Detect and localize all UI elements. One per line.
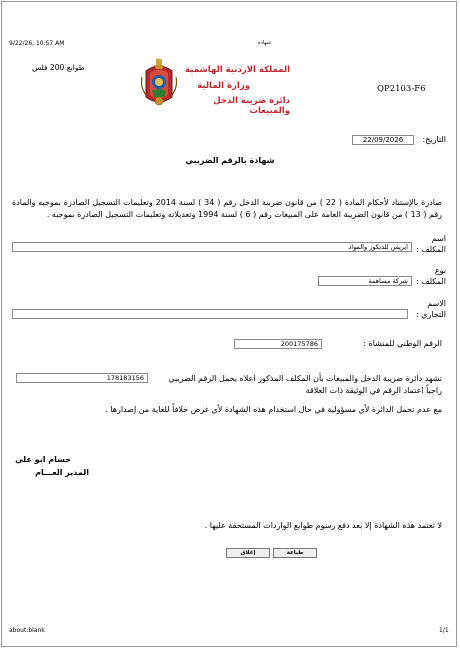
trade-name-field[interactable]	[12, 309, 408, 319]
date-field[interactable]: 22/09/2026	[352, 135, 414, 145]
org-line-2: وزارة المالية	[197, 81, 250, 91]
signatory-position: المدير العـــام	[35, 468, 89, 477]
print-footer-url: about:blank	[9, 627, 45, 634]
taxpayer-type-field[interactable]: شركة مساهمة	[318, 276, 412, 286]
stamp-fee-note: لا تعتمد هذه الشهادة إلا بعد دفع رسوم طوابع الواردات المستحقة عليها .	[204, 521, 442, 530]
stamp-duty-text: طوابع 200 فلس	[32, 63, 85, 72]
print-tab-title: شهادة	[258, 40, 271, 46]
disclaimer-text: مع عدم تحمل الدائرة لأي مسؤولية في حال استخدام هذه الشهادة لأي غرض خلافاً للغاية من إصدارها .	[105, 405, 442, 414]
date-label: التاريخ:	[422, 135, 446, 144]
print-timestamp: 9/22/26, 10:57 AM	[9, 40, 65, 47]
trade-name-label: الاسم التجاري :	[415, 299, 446, 319]
national-number-field[interactable]: 200175786	[234, 339, 322, 349]
intro-paragraph: صادرة بالإستناد لأحكام المادة ( 22 ) من قانون ضريبة الدخل رقم ( 34 ) لسنة 2014 وتعليمات التسجيل الصادرة بموجبه والمادة رقم ( 13 ) من قانون الضريبة العامة على المبيعات رقم ( 6 ) لسنة 1994 وتعديلاته وتعليمات التسجيل الصادرة بموجبه .	[12, 198, 443, 219]
coat-of-arms-logo	[138, 57, 180, 109]
org-line-1: المملكة الاردنية الهاشمية	[185, 65, 290, 75]
taxpayer-name-label: اسم المكلف :	[416, 234, 446, 254]
org-line-3: دائرة ضريبة الدخل والمبيعات	[213, 96, 290, 116]
document-title: شهادة بالرقم الضريبي	[185, 156, 275, 165]
certify-text: تشهد دائرة ضريبة الدخل والمبيعات بأن المكلف المذكور اعلاه يحمل الرقم الضريبي	[168, 374, 442, 383]
close-button[interactable]: إغلاق	[226, 548, 270, 558]
print-page-count: 1/1	[439, 627, 449, 634]
print-button[interactable]: طباعة	[273, 548, 317, 558]
tax-number-field[interactable]: 178183156	[16, 373, 148, 383]
taxpayer-name-field[interactable]: ايريس للديكور والمواد	[12, 242, 412, 252]
certify-text-after: راجياً اعتماد الرقم في الوثيقة ذات العلاقة	[305, 386, 442, 395]
taxpayer-type-label: نوع المكلف :	[416, 266, 446, 286]
signatory-name: حسام ابو علي	[15, 455, 71, 464]
national-number-label: الرقم الوطني للمنشاة :	[363, 339, 442, 348]
form-code: QP2103-F6	[377, 84, 426, 94]
